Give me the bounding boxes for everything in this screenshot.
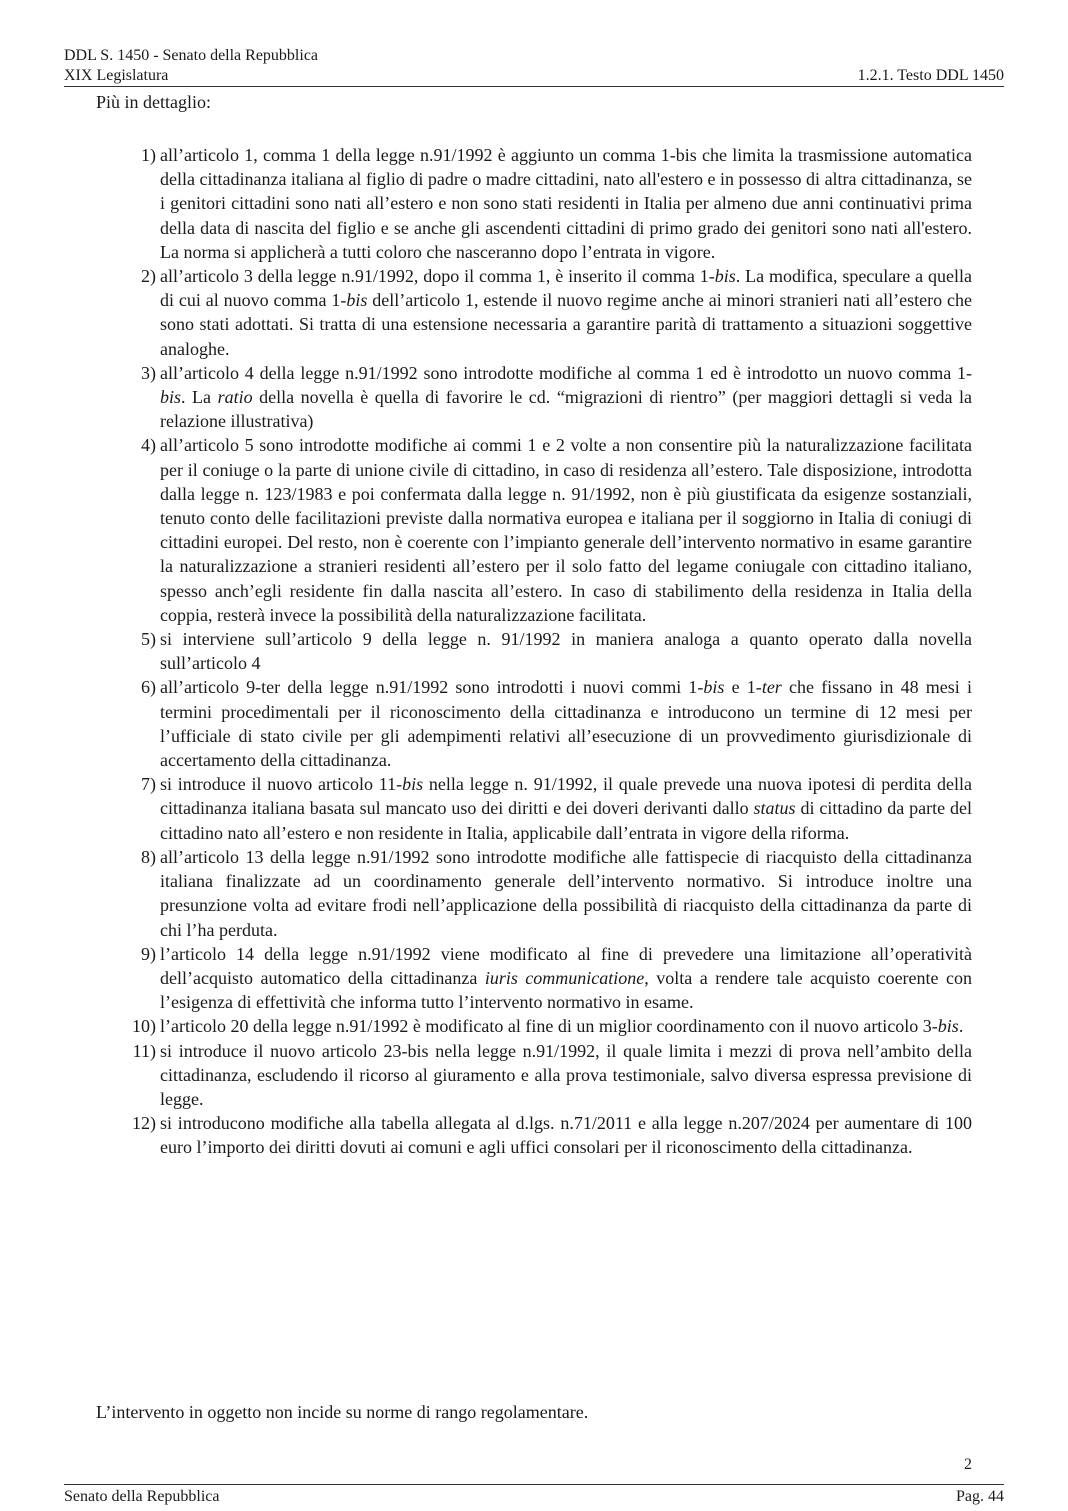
list-item-number: 5) — [141, 629, 156, 650]
list-item-number: 6) — [141, 677, 156, 698]
footer-senate: Senato della Repubblica — [64, 1488, 220, 1505]
list-item — [124, 942, 972, 1015]
list-item — [124, 1014, 972, 1038]
list-item-text: si introducono modifiche alla tabella allegata al d.lgs. n.71/2011 e alla legge n.207/2024 per aumentare di 100 euro l’importo dei diritti dovuti ai comuni e agli uffici consolari per il riconoscimento della cittadinanza. — [160, 1113, 972, 1158]
list-item — [124, 361, 972, 434]
list-item-text: all’articolo 4 della legge n.91/1992 sono introdotte modifiche al comma 1 ed è introdotto un nuovo comma 1-bis. La ratio della novella è quella di favorire le cd. “migrazioni di rientro” (per maggiori dettagli si veda la relazione illustrativa) — [160, 362, 973, 432]
list-item-number: 1) — [141, 145, 156, 165]
list-item — [124, 264, 972, 361]
intro-text: Più in dettaglio: — [96, 92, 211, 112]
list-item-text: all’articolo 1, comma 1 della legge n.91/1992 è aggiunto un comma 1-bis che limita la trasmissione automatica della cittadinanza italiana al figlio di padre o madre cittadini, nato all'estero e in possesso di altra cittadinanza, se i genitori cittadini sono nati all’estero e non sono stati residenti in Italia per almeno due anni continuativi prima della data di nascita del figlio e se anche gli ascendenti cittadini di primo grado dei genitori sono nati all'estero. La norma si applicherà a tutti coloro che nasceranno dopo l’entrata in vigore. — [160, 145, 972, 262]
footer — [64, 1488, 1004, 1506]
list-item-text: all’articolo 5 sono introdotte modifiche ai commi 1 e 2 volte a non consentire più la naturalizzazione facilitata per il coniuge o la parte di unione civile di cittadino, in caso di residenza all’estero. Tale disposizione, introdotta dalla legge n. 123/1983 e poi confermata dalla legge n. 91/1992, non è più giustificata da esigenze sostanziali, tenuto conto delle facilitazioni previste dalla normativa europea e italiana per il soggiorno in Italia di coniugi di cittadini europei. Del resto, non è coerente con l’impianto generale dell’intervento normativo in esame garantire la naturalizzazione a stranieri residenti all’estero per il solo fatto del legame coniugale con cittadino italiano, spesso anch’egli residente fin dalla nascita all’estero. In caso di stabilimento della residenza in Italia della coppia, resterà invece la possibilità della naturalizzazione facilitata. — [160, 435, 972, 625]
list-item-text: si introduce il nuovo articolo 23-bis nella legge n.91/1992, il quale limita i mezzi di prova nell’ambito della cittadinanza, escludendo il ricorso al giuramento e alla prova testimoniale, salvo diversa espressa previsione di legge. — [160, 1040, 972, 1109]
list-item-number: 11) — [132, 1040, 156, 1061]
footer-divider — [64, 1484, 1004, 1485]
list-item-text: l’articolo 20 della legge n.91/1992 è modificato al fine di un miglior coordinamento con il nuovo articolo 3-bis. — [160, 1016, 964, 1037]
list-item — [124, 845, 972, 942]
list-item-number: 3) — [141, 362, 156, 383]
header-doc-title: DDL S. 1450 - Senato della Repubblica — [64, 47, 319, 64]
list-item — [124, 772, 972, 845]
list-item-text: all’articolo 13 della legge n.91/1992 sono introdotte modifiche alle fattispecie di riacquisto della cittadinanza italiana finalizzate ad un coordinamento generale dell’intervento normativo. Si introduce inoltre una presunzione volta ad evitare frodi nell’applicazione della possibilità di riacquisto della cittadinanza da parte di chi l’ha perduta. — [160, 846, 972, 940]
list-item-number: 8) — [141, 846, 156, 867]
list-item — [124, 143, 972, 264]
list-item-text: si introduce il nuovo articolo 11-bis nella legge n. 91/1992, il quale prevede una nuova ipotesi di perdita della cittadinanza italiana basata sul mancato uso dei diritti e dei doveri derivanti dallo status di cittadino da parte del cittadino nato all’estero e non residente in Italia, applicabile dall’entrata in vigore della riforma. — [160, 774, 973, 843]
list-item-number: 4) — [141, 435, 156, 456]
list-item-number: 10) — [132, 1016, 156, 1037]
list-item — [124, 675, 972, 772]
list-item — [124, 1111, 972, 1159]
list-item-number: 12) — [132, 1113, 156, 1134]
list-item — [124, 1039, 972, 1112]
header-row — [64, 67, 1004, 85]
list-item-text: all’articolo 3 della legge n.91/1992, dopo il comma 1, è inserito il comma 1-bis. La modifica, speculare a quella di cui al nuovo comma 1-bis dell’articolo 1, estende il nuovo regime anche ai minori stranieri nati all’estero che sono stati adottati. Si tratta di una estensione necessaria a garantire parità di trattamento a situazioni soggettive analoghe. — [160, 266, 972, 359]
header-divider — [64, 86, 1004, 87]
list-item-number: 2) — [141, 266, 156, 287]
list-item — [124, 627, 972, 675]
list-item-text: l’articolo 14 della legge n.91/1992 viene modificato al fine di prevedere una limitazione all’operatività dell’acquisto automatico della cittadinanza iuris communicatione, volta a rendere tale acquisto coerente con l’esigenza di effettività che informa tutto l’intervento normativo in esame. — [160, 943, 973, 1013]
page-number: 2 — [964, 1456, 972, 1473]
header-legislature: XIX Legislatura — [64, 67, 169, 84]
list-item-number: 7) — [141, 774, 156, 795]
list-item — [124, 433, 972, 627]
list-item-number: 9) — [141, 943, 156, 964]
header-section: 1.2.1. Testo DDL 1450 — [857, 67, 1004, 84]
amendment-list — [124, 143, 972, 1160]
closing-statement: L’intervento in oggetto non incide su norme di rango regolamentare. — [96, 1402, 589, 1422]
footer-page: Pag. 44 — [956, 1488, 1004, 1505]
list-item-text: all’articolo 9-ter della legge n.91/1992 sono introdotti i nuovi commi 1-bis e 1-ter che fissano in 48 mesi i termini procedimentali per il riconoscimento della cittadinanza e introducono un termine di 12 mesi per l’ufficiale di stato civile per gli adempimenti relativi all’esecuzione di un provvedimento giurisdizionale di accertamento della cittadinanza. — [160, 677, 972, 771]
list-item-text: si interviene sull’articolo 9 della legge n. 91/1992 in maniera analoga a quanto operato dalla novella sull’articolo 4 — [160, 629, 972, 674]
